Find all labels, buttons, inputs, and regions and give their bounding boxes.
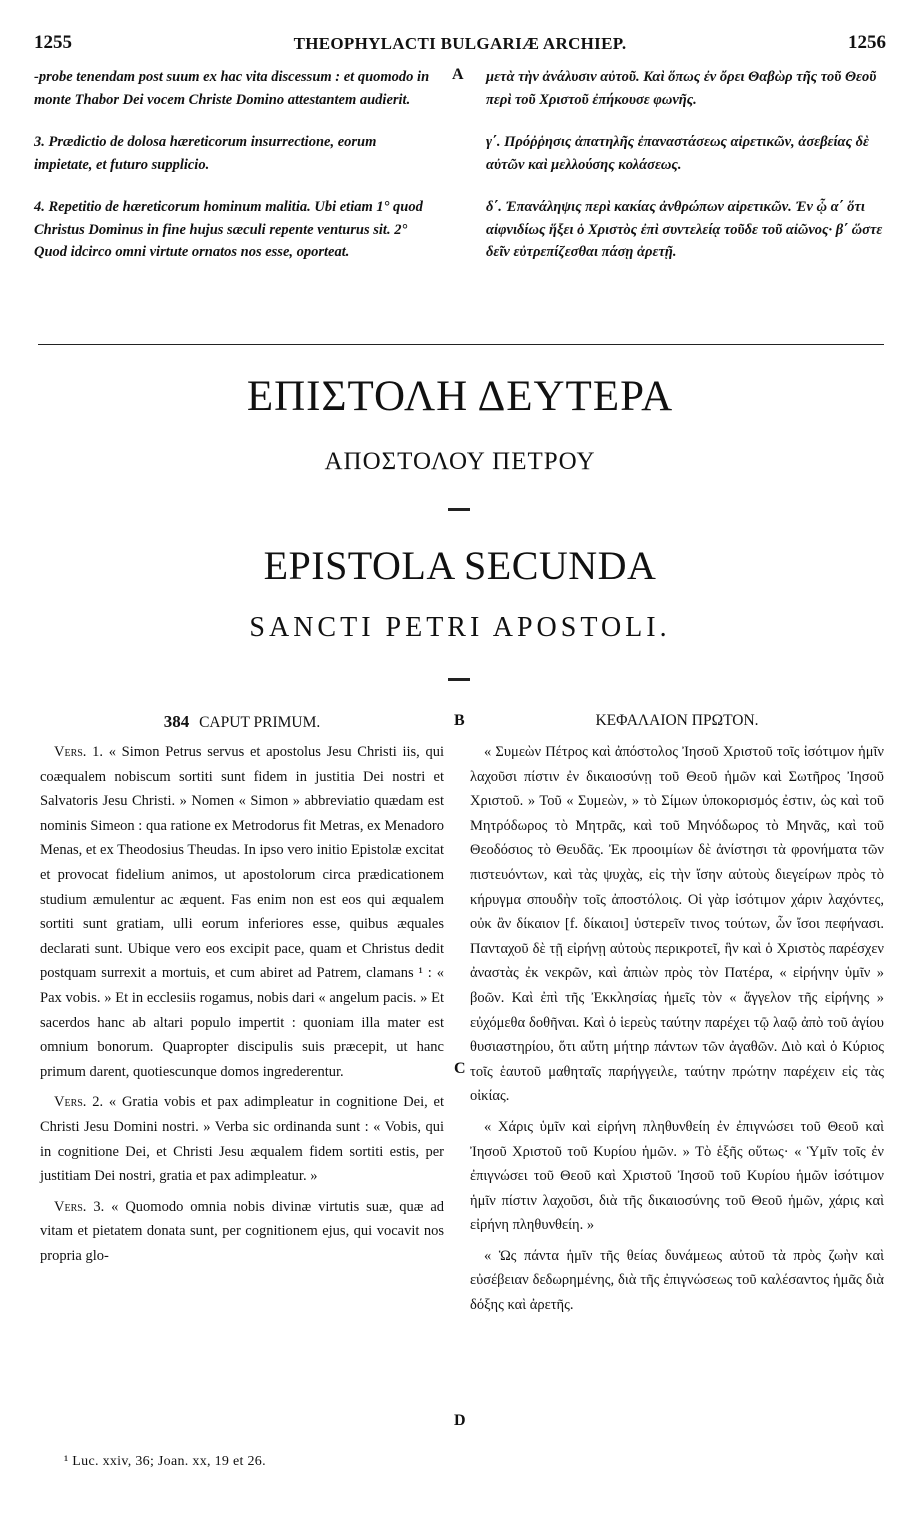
footnote: ¹ Luc. xxiv, 36; Joan. xx, 19 et 26. bbox=[64, 1454, 266, 1469]
greek-chapter-heading: ΚΕΦΑΛΑΙΟΝ ΠΡΩΤΟΝ. bbox=[595, 712, 759, 729]
running-head bbox=[34, 32, 886, 60]
latin-paragraph bbox=[40, 740, 444, 1084]
greek-paragraph: « Συμεὼν Πέτρος καὶ ἀπόστολος Ἰησοῦ Χριστοῦ τοῖς ἰσότιμον ἡμῖν λαχοῦσι πίστιν ἐν δικαιοσύνῃ τοῦ Θεοῦ ἡμῶν καὶ Σωτῆρος Ἰησοῦ Χριστοῦ. » Τοῦ « Συμεὼν, » τὸ Σίμων ὑποκορισμός ἐστιν, ὡς καὶ τοῦ Μητρόδωρος τὸ Μητρᾶς, καὶ τοῦ Μηνόδωρος τὸ Μηνᾶς, καὶ τοῦ Θεοδόσιος τὸ Θευδᾶς. Ἐκ προοιμίων δὲ ἀνίστησι τὰ φρονήματα τῶν πιστευόντων, καὶ τὰς ψυχὰς, εἰς τὴν ἴσην αὐτοὺς διεγείρων πρὸς τὸ κήρυγμα σπουδὴν τοῖς ἀποστόλοις. Οἱ γὰρ ἰσότιμον χάριν λαχόντες, οὐκ ἂν δίκαιον [f. δίκαιοι] ὑστερεῖν τινος τούτων, ὧν ἴσοι πεφήνασι. Πανταχοῦ δὲ τῇ εἰρήνῃ αὐτοὺς περικροτεῖ, ἣν καὶ ὁ Χριστὸς παρέσχεν ἀναστὰς ἐκ νεκρῶν, καὶ ἀπιὼν πρὸς τὸν Πατέρα, « εἰρήνην ὑμῖν » βοῶν. Καὶ ἐπὶ τῆς Ἐκκλησίας ἡμεῖς τὸν « ἄγγελον τῆς εἰρήνης » εὐχόμεθα δοθῆναι. Καὶ ὁ ἱερεὺς ταύτην παρέχει τῷ λαῷ ἀπὸ τοῦ ἁγίου θυσιαστηρίου, ὅτι αὕτη μήτηρ πάντων τῶν ἀγαθῶν. Διὸ καὶ ὁ Κύριος τοῖς ἑαυτοῦ μαθηταῖς παρήγγειλε, ταύτην πρώτην παρέχειν εἰς τὰς οἰκίας. bbox=[470, 744, 884, 1105]
greek-text-column bbox=[470, 740, 884, 1324]
summary-greek-item: γ΄. Πρόῤῥησις ἀπατηλῆς ἐπαναστάσεως αἱρετικῶν, ἀσεβείας δὲ αὐτῶν καὶ μελλούσης κολάσεως. bbox=[486, 134, 869, 173]
title-dash bbox=[448, 678, 470, 681]
margin-mark-a: A bbox=[452, 66, 464, 83]
verse-text: « Simon Petrus servus et apostolus Jesu Christi iis, qui coæqualem nobiscum sortiti sunt fidem in justitia Dei nostri et Salvatoris Jesu Christi. » Nomen « Simon » abbreviatio quædam est nominis Simeon : qua ratione ex Metrodorus fit Metras, ex Menadoro Menas, et ex Theodosius Theudas. In ipso vero initio Epistolæ excitat et provocat fidelium animos, ut apostolorum circa prædicationem studium æmulentur ac æquent. Fas enim non est eos qui æqualem sortiti sunt gratiam, ulli eorum inferiores esse, quibus æquales declarati sunt. Ubique vero eos excipit pace, quam et Christus dedit postquam surrexit a mortuis, et cum abiret ad Patrem, clamans ¹ : « Pax vobis. » Et in ecclesiis rogamus, nobis dari « angelum pacis. » Et sacerdos hanc ab altari populo impertit : quoniam illa mater est omnium bonorum. Quapropter discipulis suis præcepit, ut hanc primum darent, quotiescunque domos ingrederentur. bbox=[40, 744, 445, 1080]
summary-latin bbox=[34, 66, 438, 284]
summary-latin-item: 3. Prædictio de dolosa hæreticorum insurrectione, eorum impietate, et futuro supplicio. bbox=[34, 134, 377, 173]
verse-label: Vers. 2. bbox=[54, 1094, 104, 1111]
title-dash bbox=[448, 508, 470, 511]
summary-greek bbox=[486, 66, 886, 284]
latin-subtitle: SANCTI PETRI APOSTOLI. bbox=[249, 612, 671, 643]
latin-paragraph bbox=[40, 1195, 444, 1269]
margin-mark-c: C bbox=[454, 1060, 466, 1077]
greek-title: ΕΠΙΣΤΟΛΗ ΔΕΥΤΕΡΑ bbox=[246, 373, 674, 420]
summary-latin-item: 4. Repetitio de hæreticorum hominum malitia. Ubi etiam 1° quod Christus Dominus in fine hujus sæculi repente venturus sit. 2° Quod idcirco omni virtute ornatos nos esse, oporteat. bbox=[34, 199, 423, 260]
verse-text: « Quomodo omnia nobis divinæ virtutis suæ, quæ ad vitam et pietatem donata sunt, per cognitionem ejus, qui vocavit nos propria glo- bbox=[40, 1198, 445, 1264]
margin-mark-d: D bbox=[454, 1412, 466, 1429]
verse-label: Vers. 1. bbox=[54, 744, 104, 760]
latin-title: EPISTOLA SECUNDA bbox=[263, 543, 657, 588]
divider-rule bbox=[38, 344, 884, 345]
column-number: 384 bbox=[163, 712, 190, 731]
running-head-title: THEOPHYLACTI BULGARIÆ ARCHIEP. bbox=[293, 34, 627, 53]
verse-label: Vers. 3. bbox=[54, 1198, 105, 1215]
greek-subtitle: ΑΠΟΣΤΟΛΟΥ ΠΕΤΡΟΥ bbox=[324, 448, 596, 475]
summary-greek-item: δ΄. Ἐπανάληψις περὶ κακίας ἀνθρώπων αἱρετικῶν. Ἐν ᾧ α΄ ὅτι αἰφνιδίως ἥξει ὁ Χριστὸς ἐπὶ συντελείᾳ τοῦδε τοῦ αἰῶνος· β΄ ὥστε δεῖν εὐτρεπίζεσθαι πάσῃ ἀρετῇ. bbox=[486, 199, 883, 260]
margin-mark-b: B bbox=[454, 712, 465, 729]
left-column-number: 1255 bbox=[34, 32, 72, 53]
latin-paragraph bbox=[40, 1090, 444, 1188]
latin-text-column bbox=[40, 740, 444, 1274]
greek-paragraph: « Ὡς πάντα ἡμῖν τῆς θείας δυνάμεως αὐτοῦ τὰ πρὸς ζωὴν καὶ εὐσέβειαν δεδωρημένης, διὰ τῆς ἐπιγνώσεως τοῦ καλέσαντος ἡμᾶς διὰ δόξης καὶ ἀρετῆς. bbox=[470, 1247, 884, 1314]
summary-greek-item: μετὰ τὴν ἀνάλυσιν αὐτοῦ. Καὶ ὅπως ἐν ὄρει Θαβὼρ τῆς τοῦ Θεοῦ περὶ τοῦ Χριστοῦ ἐπήκουσε φωνῆς. bbox=[486, 69, 877, 108]
latin-chapter-title: CAPUT PRIMUM. bbox=[199, 714, 321, 731]
right-column-number: 1256 bbox=[848, 32, 886, 53]
greek-paragraph: « Χάρις ὑμῖν καὶ εἰρήνη πληθυνθείη ἐν ἐπιγνώσει τοῦ Θεοῦ καὶ Ἰησοῦ Χριστοῦ τοῦ Κυρίου ἡμῶν. » Τὸ ἑξῆς οὕτως· « Ὑμῖν τοῖς ἐν ἐπιγνώσει τοῦ Θεοῦ καὶ Χριστοῦ Ἰησοῦ τοῦ Κυρίου ἡμῶν ἰσότιμον ἡμῖν πίστιν λαχοῦσι, διὰ τῆς δικαιοσύνης τοῦ Θεοῦ ἡμῶν, χάρις καὶ εἰρήνη πληθυνθείη. » bbox=[470, 1118, 884, 1234]
latin-chapter-heading bbox=[40, 712, 444, 732]
summary-latin-item: -probe tenendam post suum ex hac vita discessum : et quomodo in monte Thabor Dei vocem Christe Domino attestantem audierit. bbox=[34, 69, 430, 108]
verse-text: « Gratia vobis et pax adimpleatur in cognitione Dei, et Christi Jesu Domini nostri. » Verba sic ordinanda sunt : « Vobis, qui in cognitione Dei, et Christi Jesu æqualem fidem sortiti estis, per justitiam Dei nostri, gratia et pax adimpleatur. » bbox=[40, 1094, 445, 1185]
